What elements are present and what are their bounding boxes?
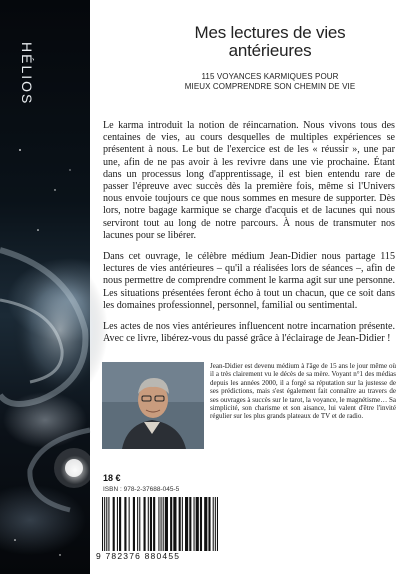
barcode-bar [170,497,172,551]
barcode-bar [137,497,138,551]
barcode-bar [194,497,195,551]
author-biography: Jean-Didier est devenu médium à l'âge de 15 ans le jour même où il a très clairement vu le décès de sa mère. Voyant n°1 des médias depuis les années 2000, il a forgé sa réputation sur la justesse de ses prédictions, mais s'est également fait connaître au travers de ses ouvrages à succès sur le tarot, la voyance, le magnétisme… Sa simplicité, son charisme et son aisance, lui valent d'être l'invité régulier sur les plus grands plateaux de TV et de radio. [210,362,396,421]
summary-paragraph: Le karma introduit la notion de réincarnation. Nous vivons tous des centaines de vies, au cours desquelles de multiples expériences se présentent à nous. Le but de l'exercice est de les « réussir », une par une, afin de ne pas avoir à les revivre dans une vie prochaine. Étant dans un processus long d'apprentissage, il est bien entendu rare de passer l'épreuve avec succès dès la première fois, même si l'Univers nous envoie toujours ce que nous sommes en mesure de supporter. Dès lors, notre bagage karmique se charge d'acquis et de lacunes qui nous serviront tout au long de notre parcours. À nous de transmuter nos lacunes pour se libérer. [103,120,395,241]
barcode-bar [189,497,191,551]
subtitle-line: MIEUX COMPRENDRE SON CHEMIN DE VIE [184,82,356,91]
book-title: Mes lectures de vies antérieures [194,23,346,60]
barcode-bar [102,497,103,551]
barcode-bar [119,497,121,551]
barcode-bar [108,497,109,551]
barcode-bar [133,497,135,551]
isbn: ISBN : 978-2-37688-045-5 [103,486,180,493]
barcode-bar [144,497,146,551]
barcode-bar [213,497,214,551]
barcode-bar [200,497,202,551]
barcode-bar [165,497,168,551]
barcode-bar [208,497,210,551]
author-portrait-illustration [102,362,204,449]
barcode-bar [106,497,107,551]
barcode-digits: 9 782376 880455 [96,551,181,561]
barcode [100,497,220,551]
barcode-bar [217,497,218,551]
publisher-logo [6,40,35,130]
barcode-bar [129,497,130,551]
barcode-bar [196,497,199,551]
barcode-bar [182,497,183,551]
barcode-bar [148,497,149,551]
barcode-bar [185,497,188,551]
helios-logo-icon [6,40,35,130]
barcode-bar [113,497,115,551]
barcode-bar [124,497,126,551]
barcode-bar [158,497,159,551]
barcode-bar [150,497,152,551]
barcode-bar [173,497,176,551]
author-photo [102,362,204,449]
barcode-bar [161,497,162,551]
barcode-bar [204,497,207,551]
publisher-name: HÉLIOS [19,42,35,106]
barcode-bar [117,497,118,551]
summary-paragraph: Les actes de nos vies antérieures influencent notre incarnation présente. Avec ce livre, libérez-vous du passé grâce à l'éclairage de Jean-Didier ! [103,321,395,345]
barcode-bar [153,497,155,551]
price: 18 € [103,473,121,483]
back-cover-summary [103,120,395,354]
subtitle-line: 115 VOYANCES KARMIQUES POUR [201,72,339,81]
barcode-bar [179,497,181,551]
barcode-bar [104,497,105,551]
barcode-bar [139,497,140,551]
barcode-bar [163,497,164,551]
book-subtitle [135,72,405,92]
barcode-bar [215,497,216,551]
cosmic-side-band [0,0,90,574]
summary-paragraph: Dans cet ouvrage, le célèbre médium Jean-Didier nous partage 115 lectures de vies antérieures – qu'il a réalisées lors de séances –, afin de nous permettre de comprendre comment le karma agit sur une personne. Les situations présentées feront écho à tout un chacun, que ce soit dans les domaines professionnel, personnel, familial ou sentimental. [103,251,395,311]
